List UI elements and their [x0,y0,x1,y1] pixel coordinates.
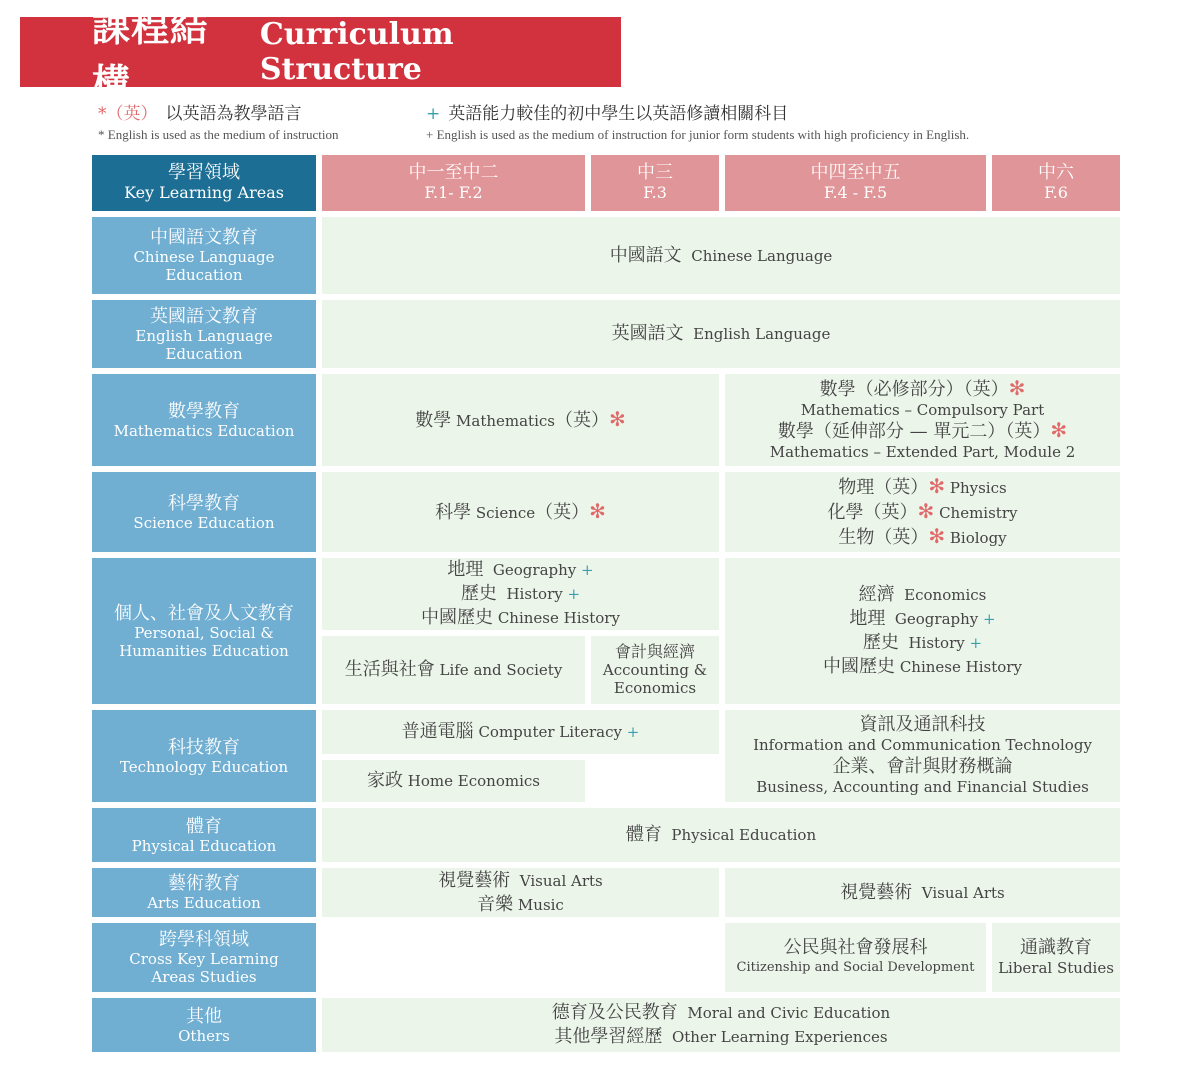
subject-math-senior [725,374,1120,466]
subject-en: Liberal Studies [998,958,1114,977]
subject-en: Chinese History [497,609,620,627]
subject-zh: 數學（延伸部分 — 單元二）（英） [777,421,1051,442]
kla-zh: 數學教育 [168,400,240,422]
subject-zh: 數學（必修部分）（英） [819,379,1009,400]
level-zh: 中四至中五 [810,162,901,183]
level-en: F.3 [643,183,667,202]
subject-en: Home Economics [407,772,540,790]
asterisk-icon: ✻ [1008,376,1026,400]
kla-en: Others [178,1026,230,1045]
legend-plus-en: + English is used as the medium of instruction for junior form students with high proficiency in English. [426,127,970,142]
kla-en: English Language Education [135,326,273,363]
subject-zh: 化學（英） [827,501,918,523]
subject-english [322,300,1120,368]
subject-zh: 生物（英） [838,526,929,548]
subject-en: Geography [894,610,979,628]
subject-arts-senior [725,868,1120,917]
emi-suffix: （英） [535,501,590,523]
kla-science [92,472,316,552]
asterisk-icon: ✻ [1050,418,1068,442]
subject-zh: 企業、會計與財務概論 [832,756,1013,777]
subject-computer-literacy [322,710,719,754]
level-en: F.4 - F.5 [823,183,888,202]
subject-en: Geography [492,561,577,579]
kla-zh: 科技教育 [168,736,240,758]
legend-plus [426,99,969,143]
subject-pe [322,808,1120,862]
asterisk-icon: ✻ [589,498,606,523]
kla-cross [92,923,316,992]
subject-en: Mathematics [456,411,555,430]
header-kla-zh: 學習領域 [168,162,240,183]
subject-en: History [506,585,563,603]
legend-plus-zh: 英語能力較佳的初中學生以英語修讀相關科目 [448,104,789,124]
page-title-zh: 課程結構 [92,5,210,105]
level-f3 [591,155,719,211]
kla-en: Chinese Language Education [133,248,275,284]
kla-en: Technology Education [119,757,289,776]
subject-zh: 中國語文 [609,244,682,266]
asterisk-icon: ✻ [928,523,946,548]
kla-chinese [92,217,316,294]
kla-zh: 中國語文教育 [150,227,258,248]
subject-en: Business, Accounting and Financial Studies [756,778,1089,796]
subject-zh: 視覺藝術 [438,869,511,891]
subject-zh: 數學 [415,409,452,431]
legend-asterisk [98,99,338,143]
subject-zh: 通識教育 [1020,936,1092,958]
kla-pshe [92,558,316,704]
kla-zh: 科學教育 [168,492,240,514]
subject-csd [725,923,986,992]
subject-en: Chinese Language [691,246,833,265]
kla-zh: 跨學科領域 [159,929,249,950]
asterisk-icon: ✻ [917,498,935,523]
subject-zh: 歷史 [862,632,899,653]
asterisk-icon: ✻ [928,473,946,498]
kla-en: Physical Education [131,836,277,855]
kla-technology [92,710,316,802]
subject-en: Computer Literacy [478,723,622,741]
kla-en: Personal, Social & Humanities Education [119,623,289,660]
subject-zh: 資訊及通訊科技 [859,714,986,735]
subject-chinese [322,217,1120,294]
subject-en: Accounting & Economics [602,661,708,697]
subject-en: Visual Arts [519,871,603,890]
kla-zh: 英國語文教育 [150,305,258,327]
subject-accounting-economics [591,636,719,704]
subject-technology-senior [725,710,1120,802]
subject-math-junior [322,374,719,466]
legend-asterisk-en: * English is used as the medium of instruction [98,127,339,142]
subject-en: Life and Society [439,661,563,679]
legend-asterisk-zh: 以英語為教學語言 [165,104,302,124]
kla-zh: 體育 [186,815,222,837]
subject-liberal-studies [992,923,1120,992]
subject-zh: 普通電腦 [401,721,474,742]
page-title-en: Curriculum Structure [259,17,454,87]
subject-science-junior [322,472,719,552]
plus-icon: + [567,585,581,603]
subject-zh: 其他學習經歷 [554,1026,663,1047]
subject-en: Information and Communication Technology [753,736,1092,754]
subject-en: Mathematics – Compulsory Part [800,401,1045,419]
subject-zh: 英國語文 [611,323,684,344]
subject-zh: 生活與社會 [344,659,435,680]
plus-icon: + [581,561,594,579]
subject-en: Economics [904,586,987,604]
kla-en: Mathematics Education [113,421,295,440]
level-f6 [992,155,1120,211]
kla-pe [92,808,316,862]
level-en: F.1- F.2 [424,183,483,202]
header-kla-en: Key Learning Areas [124,183,284,202]
subject-zh: 公民與社會發展科 [783,936,928,958]
subject-zh: 物理（英） [838,476,929,498]
subject-science-senior [725,472,1120,552]
subject-en: Science [475,503,536,522]
kla-zh: 其他 [186,1005,222,1027]
subject-en: Chinese History [899,658,1022,676]
plus-icon: + [983,610,996,628]
subject-en: Other Learning Experiences [671,1028,888,1046]
subject-zh: 中國歷史 [823,656,896,677]
kla-zh: 個人、社會及人文教育 [114,602,294,624]
title-banner [20,5,621,105]
kla-en: Science Education [133,513,275,532]
subject-zh: 科學 [435,501,472,523]
level-zh: 中一至中二 [408,162,499,183]
subject-en: English Language [693,325,831,343]
level-f4-f5 [725,155,986,211]
subject-en: Biology [949,528,1007,547]
asterisk-icon: ✻ [608,406,626,431]
subject-en: Physics [949,478,1007,497]
subject-zh: 經濟 [858,584,895,605]
kla-en: Cross Key Learning Areas Studies [129,950,279,986]
kla-others [92,998,316,1052]
subject-en: Visual Arts [921,883,1005,902]
subject-arts-junior [322,868,719,917]
subject-en: Physical Education [671,826,817,844]
subject-en: Music [517,895,564,914]
asterisk-mark: *（英） [98,104,158,124]
subject-zh: 德育及公民教育 [551,1002,678,1023]
subject-zh: 體育 [625,824,662,845]
subject-zh: 家政 [367,770,404,791]
plus-icon: + [969,634,983,652]
subject-zh: 地理 [849,608,886,629]
subject-zh: 地理 [447,559,484,580]
kla-arts [92,868,316,917]
subject-en: Mathematics – Extended Part, Module 2 [769,443,1076,461]
emi-suffix: （英） [554,409,609,431]
subject-en: Chemistry [939,503,1018,522]
plus-mark: + [426,104,441,124]
subject-en: Citizenship and Social Development [736,959,975,975]
subject-zh: 會計與經濟 [614,642,695,661]
subject-zh: 中國歷史 [421,607,494,628]
level-zh: 中六 [1038,162,1074,183]
subject-en: Moral and Civic Education [687,1004,891,1022]
kla-math [92,374,316,466]
subject-zh: 歷史 [460,583,497,604]
subject-others [322,998,1120,1052]
subject-pshe-senior [725,558,1120,704]
subject-zh: 音樂 [477,893,514,915]
level-zh: 中三 [637,162,673,183]
kla-english [92,300,316,368]
level-f1-f2 [322,155,585,211]
subject-en: History [908,634,965,652]
subject-pshe-junior [322,558,719,630]
kla-zh: 藝術教育 [168,873,240,894]
level-en: F.6 [1044,183,1068,202]
subject-zh: 視覺藝術 [840,881,913,903]
kla-en: Arts Education [147,894,261,912]
subject-life-society [322,636,585,704]
header-kla [92,155,316,211]
plus-icon: + [626,723,640,741]
subject-home-economics [322,760,585,802]
